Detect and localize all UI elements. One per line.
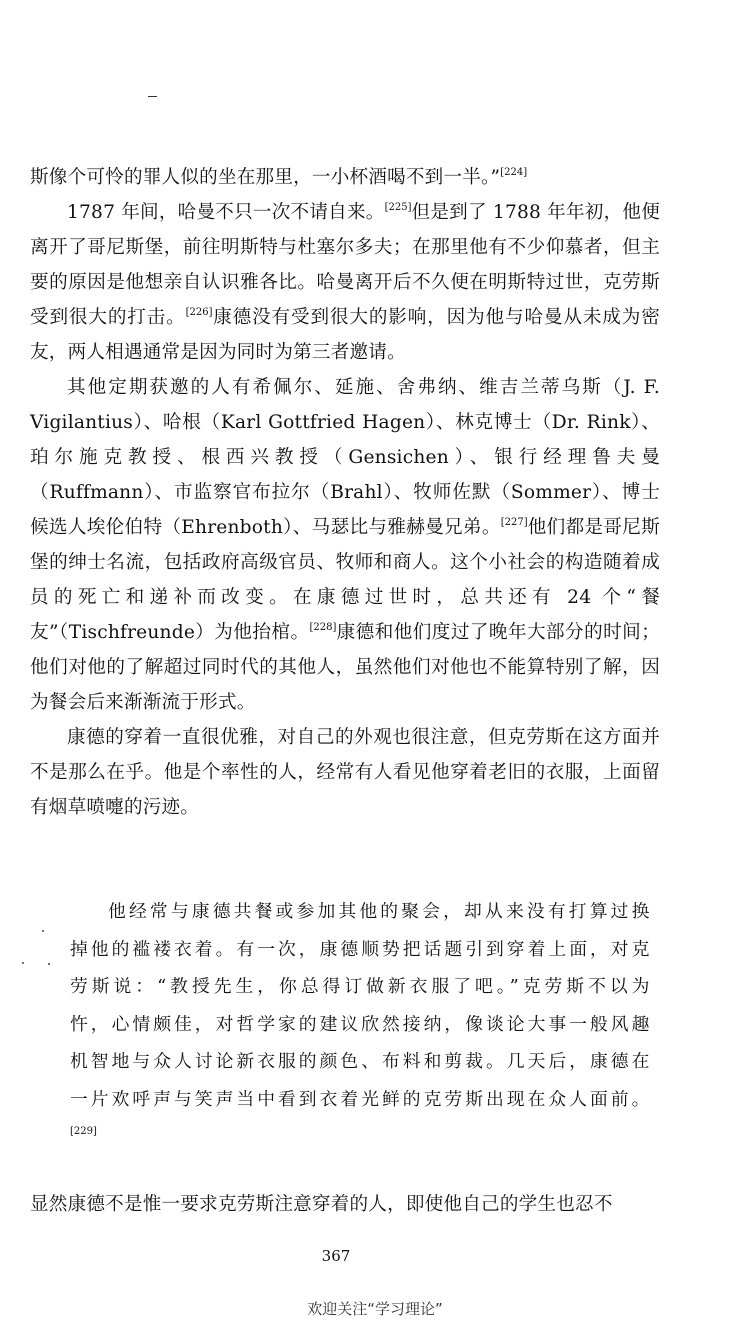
scan-dash-mark xyxy=(148,96,157,97)
paragraph-text: 但是到了 1788 年年初，他便离开了哥尼斯堡，前往明斯特与杜塞尔多夫；在那里他有不少仰慕者，但主要的原因是他想亲自认识雅各比。哈曼离开后不久便在明斯特过世，克劳斯受到很大的打击。 xyxy=(30,202,661,328)
paragraph xyxy=(30,195,660,370)
quote-paragraph xyxy=(70,893,652,1156)
paragraph-text: 其他定期获邀的人有希佩尔、延施、舍弗纳、维吉兰蒂乌斯（J. F. Vigilantius）、哈根（Karl Gottfried Hagen）、林克博士（Dr. Rink）、珀尔施克教授、根西兴教授（Gensichen）、银行经理鲁夫曼（Ruffmann）、市监察官布拉尔（Brahl）、牧师佐默（Sommer）、博士候选人埃伦伯特（Ehrenboth）、马瑟比与雅赫曼兄弟。 xyxy=(30,377,660,538)
paragraph-text: 斯像个可怜的罪人似的坐在那里，一小杯酒喝不到一半。” xyxy=(30,167,501,188)
main-text xyxy=(30,160,660,825)
page-number: 367 xyxy=(321,1247,351,1265)
footnote-ref: [225] xyxy=(384,202,412,213)
footnote-ref: [228] xyxy=(309,622,337,633)
paragraph-continuation xyxy=(30,160,660,195)
paragraph-start: 显然康德不是惟一要求克劳斯注意穿着的人，即使他自己的学生也忍不 xyxy=(30,1194,613,1215)
paragraph-text: 康德和他们度过了晚年大部分的时间；他们对他的了解超过同时代的其他人，虽然他们对他也不能算特别了解，因为餐会后来渐渐流于形式。 xyxy=(30,622,660,713)
paragraph-text: 康德没有受到很大的影响，因为他与哈曼从未成为密友，两人相遇通常是因为同时为第三者邀请。 xyxy=(30,307,660,363)
footnote-ref: [226] xyxy=(185,307,213,318)
scan-speck xyxy=(22,962,24,964)
block-quote xyxy=(70,893,652,1156)
paragraph-text: 1787 年间，哈曼不只一次不请自来。 xyxy=(67,202,385,223)
paragraph: 康德的穿着一直很优雅，对自己的外观也很注意，但克劳斯在这方面并不是那么在乎。他是个率性的人，经常有人看见他穿着老旧的衣服，上面留有烟草喷嚏的污迹。 xyxy=(30,727,660,818)
scan-speck xyxy=(42,930,44,932)
paragraph-text: 他们都是哥尼斯堡的绅士名流，包括政府高级官员、牧师和商人。这个小社会的构造随着成员的死亡和递补而改变。在康德过世时，总共还有 24 个“餐友”（Tischfreunde）为他抬棺。 xyxy=(30,517,660,643)
footnote-ref: [229] xyxy=(70,1126,97,1137)
watermark-text: 欢迎关注“学习理论” xyxy=(307,1300,443,1318)
scan-speck xyxy=(48,963,50,965)
quote-text: 他经常与康德共餐或参加其他的聚会，却从来没有打算过换掉他的褴褛衣着。有一次，康德顺势把话题引到穿着上面，对克劳斯说：“教授先生，你总得订做新衣服了吧。”克劳斯不以为忤，心情颇佳，对哲学家的建议欣然接纳，像谈论大事一般风趣机智地与众人讨论新衣服的颜色、布料和剪裁。几天后，康德在一片欢呼声与笑声当中看到衣着光鲜的克劳斯出现在众人面前。 xyxy=(70,901,652,1110)
footnote-ref: [224] xyxy=(500,167,528,178)
paragraph xyxy=(30,370,660,720)
footnote-ref: [227] xyxy=(500,517,528,528)
